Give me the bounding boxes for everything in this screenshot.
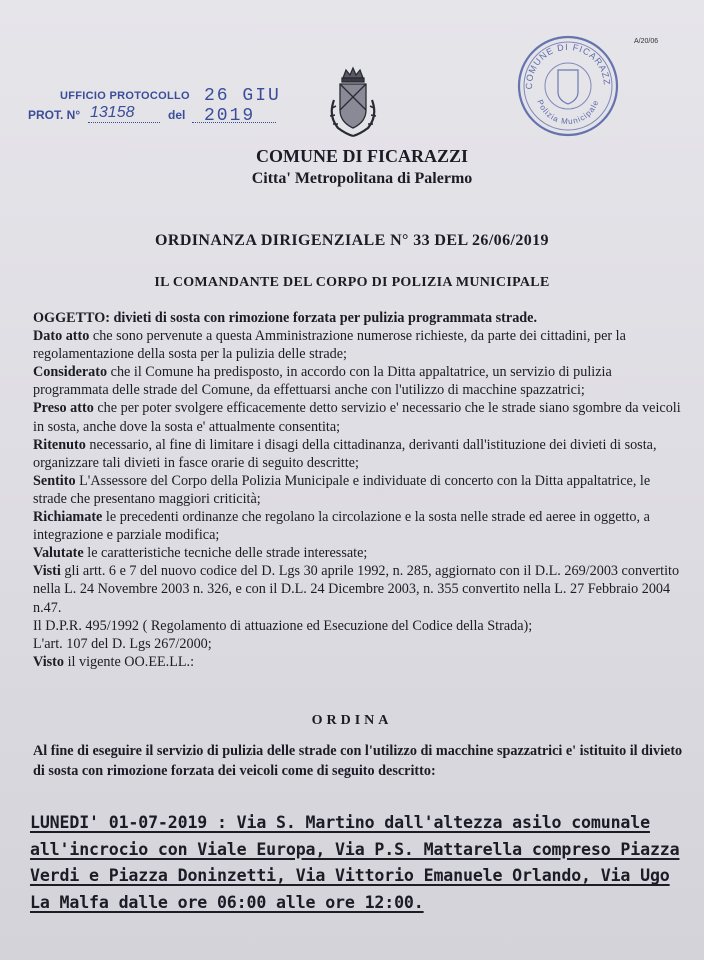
paragraph: L'art. 107 del D. Lgs 267/2000;: [33, 635, 212, 652]
protocol-number: 13158: [90, 104, 135, 121]
protocol-date-line: [192, 122, 276, 123]
comune-title: COMUNE DI FICARAZZI: [255, 146, 468, 166]
paragraph: Considerato che il Comune ha predisposto, in accordo con la Ditta appaltatrice, un servizio di pulizia programmata delle strade del Comune, da effettuarsi anche con l'utilizzo di macchine spazzatrici;: [33, 364, 612, 399]
paragraph: Il D.P.R. 495/1992 ( Regolamento di attuazione ed Esecuzione del Codice della Strada);: [33, 617, 533, 634]
paragraph: Richiamate le precedenti ordinanze che regolano la circolazione e la sosta nelle strade ed aeree in oggetto, a integrazione e parziale modifica;: [33, 509, 650, 544]
protocol-office: UFFICIO PROTOCOLLO: [60, 90, 190, 102]
paragraph: Visti gli artt. 6 e 7 del nuovo codice del D. Lgs 30 aprile 1992, n. 285, aggiornato con il D.L. 269/2003 convertito nella L. 24 Novembre 2003 n. 326, e con il D.L. 24 Dicembre 2003, n. 355 convertito nella L. 27 Febbraio 2004 n.47.: [33, 563, 680, 616]
protocol-stamp: [28, 88, 308, 132]
protocol-del-label: del: [168, 108, 186, 122]
round-seal-stamp: [516, 34, 620, 138]
paragraph: OGGETTO: divieti di sosta con rimozione forzata per pulizia programmata strade.: [33, 310, 538, 326]
paragraph: Ritenuto necessario, al fine di limitare i disagi della cittadinanza, derivanti dall'istituzione dei divieti di sosta, organizzare tali divieti in fasce orarie di seguito descritte;: [33, 436, 657, 471]
ordina-heading: ORDINA: [311, 713, 393, 728]
round-stamp-bottom-text: Polizia Municipale: [535, 98, 601, 127]
protocol-label: PROT. N°: [28, 108, 81, 122]
citta-subtitle: Citta' Metropolitana di Palermo: [251, 170, 473, 187]
ordinanza-title: ORDINANZA DIRIGENZIALE N° 33 DEL 26/06/2019: [155, 232, 549, 249]
svg-text:Polizia Municipale: [535, 98, 600, 126]
comandante-heading: IL COMANDANTE DEL CORPO DI POLIZIA MUNICIPALE: [154, 275, 550, 290]
corner-code: A/20/06: [634, 38, 659, 45]
protocol-number-line: [88, 122, 160, 123]
paragraph: Dato atto che sono pervenute a questa Amministrazione numerose richieste, da parte dei cittadini, per la regolamentazione della sosta per la pulizia delle strade;: [33, 328, 626, 363]
paragraph: Preso atto che per poter svolgere efficacemente detto servizio e' necessario che le strade siano sgombre da veicoli in sosta, anche dove la sosta e' attualmente consentita;: [33, 400, 681, 435]
ordina-intro: Al fine di eseguire il servizio di pulizia delle strade con l'utilizzo di macchine spazzatrici e' istituito il divieto di sosta con rimozione forzata dei veicoli come di seguito descritto:: [33, 743, 683, 779]
protocol-date: 26 GIU 2019: [204, 86, 281, 126]
round-stamp-top-text: COMUNE DI FICARAZZ: [523, 41, 613, 90]
preamble-paragraphs: [33, 309, 683, 671]
paragraph: Visto il vigente OO.EE.LL.:: [33, 653, 195, 670]
lunedi-schedule: LUNEDI' 01-07-2019 : Via S. Martino dall'altezza asilo comunale all'incrocio con Viale Europa, Via P.S. Mattarella compreso Piazza Verdi e Piazza Doninzetti, Via Vittorio Emanuele Orlando, Via Ugo La Malfa dalle ore 06:00 alle ore 12:00.: [30, 813, 680, 912]
paragraph: Valutate le caratteristiche tecniche delle strade interessate;: [33, 545, 368, 562]
municipal-crest-icon: [324, 64, 382, 142]
paragraph: Sentito L'Assessore del Corpo della Polizia Municipale e individuate di concerto con la Ditta appaltatrice, le strade che presentano maggiori criticità;: [33, 472, 651, 507]
